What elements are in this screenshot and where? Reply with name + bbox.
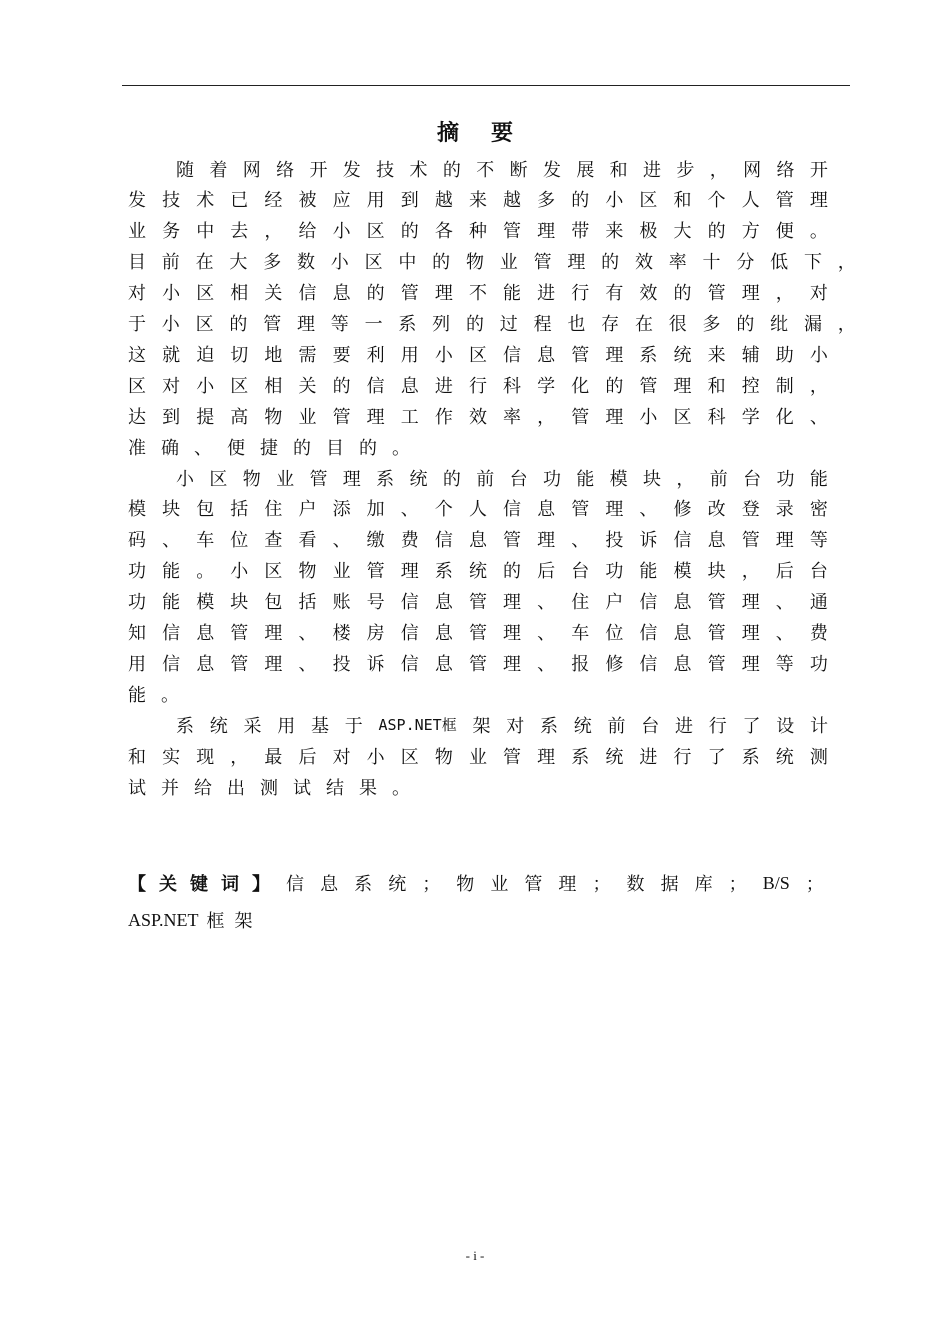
- keyword-char: 据: [660, 874, 679, 895]
- keywords-line-2: [128, 906, 263, 934]
- header-rule: [122, 85, 850, 86]
- text-line: 模 块 包 括 住 户 添 加 、 个 人 信 息 管 理 、 修 改 登 录 密: [128, 499, 828, 521]
- keywords-label: 【 关 键 词 】: [128, 874, 270, 895]
- page-number: - i -: [465, 1248, 485, 1263]
- text-line: 对 小 区 相 关 信 息 的 管 理 不 能 进 行 有 效 的 管 理 ， 对: [128, 283, 828, 305]
- text-line: 功 能 。 小 区 物 业 管 理 系 统 的 后 台 功 能 模 块 ， 后 台: [128, 561, 828, 583]
- text-line: 于 小 区 的 管 理 等 一 系 列 的 过 程 也 存 在 很 多 的 纰 漏 ，: [128, 314, 856, 335]
- text-line: 码 、 车 位 查 看 、 缴 费 信 息 管 理 、 投 诉 信 息 管 理 等: [128, 530, 828, 552]
- text-line: 这 就 迫 切 地 需 要 利 用 小 区 信 息 管 理 系 统 来 辅 助 小: [128, 344, 828, 366]
- keyword-char: ；: [592, 874, 611, 895]
- abstract-title: 摘要: [436, 121, 545, 146]
- text-line: 达 到 提 高 物 业 管 理 工 作 效 率 ， 管 理 小 区 科 学 化 、: [128, 406, 828, 428]
- text-line: 系 统 采 用 基 于 ASP.NET框 架 对 系 统 前 台 进 行 了 设 计: [176, 715, 828, 737]
- keyword-char: ；: [728, 874, 747, 895]
- keywords-line: [128, 869, 824, 897]
- keyword-char: 信: [286, 874, 305, 895]
- keyword-char: 业: [490, 874, 509, 895]
- keyword-char: ；: [805, 874, 824, 895]
- text-line: 试 并 给 出 测 试 结 果 。: [128, 777, 425, 799]
- keyword-char: 息: [320, 874, 339, 895]
- keyword-aspnet: ASP.NET: [128, 909, 199, 930]
- keyword-char: 管: [524, 874, 543, 895]
- text-line: 发 技 术 已 经 被 应 用 到 越 来 越 多 的 小 区 和 个 人 管 理: [128, 190, 828, 212]
- keyword-char: 理: [558, 874, 577, 895]
- text-line: 随 着 网 络 开 发 技 术 的 不 断 发 展 和 进 步 ， 网 络 开: [176, 159, 828, 181]
- text-line: 目 前 在 大 多 数 小 区 中 的 物 业 管 理 的 效 率 十 分 低 下 ，: [128, 252, 856, 274]
- text-line: 用 信 息 管 理 、 投 诉 信 息 管 理 、 报 修 信 息 管 理 等 功: [128, 653, 828, 675]
- keyword-framework: 框架: [206, 911, 263, 932]
- text-line: 功 能 模 块 包 括 账 号 信 息 管 理 、 住 户 信 息 管 理 、 通: [128, 592, 828, 614]
- text-line: 业 务 中 去 ， 给 小 区 的 各 种 管 理 带 来 极 大 的 方 便 。: [128, 221, 828, 243]
- text-line: 区 对 小 区 相 关 的 信 息 进 行 科 学 化 的 管 理 和 控 制 ，: [128, 375, 828, 397]
- keyword-char: 物: [456, 874, 475, 895]
- text-line: 小 区 物 业 管 理 系 统 的 前 台 功 能 模 块 ， 前 台 功 能: [176, 468, 828, 490]
- keyword-char: ；: [422, 874, 441, 895]
- text-line: 能 。: [128, 684, 194, 706]
- text-line: 知 信 息 管 理 、 楼 房 信 息 管 理 、 车 位 信 息 管 理 、 费: [128, 623, 828, 644]
- text-line: 准 确 、 便 捷 的 目 的 。: [128, 437, 425, 459]
- keyword-char: 库: [694, 874, 713, 895]
- keyword-char: 数: [626, 874, 645, 895]
- text-line: 和 实 现 ， 最 后 对 小 区 物 业 管 理 系 统 进 行 了 系 统 测: [128, 746, 828, 768]
- keyword-char: 统: [388, 874, 407, 895]
- keyword-char: 系: [354, 874, 373, 895]
- keyword-char: B/S: [762, 872, 790, 893]
